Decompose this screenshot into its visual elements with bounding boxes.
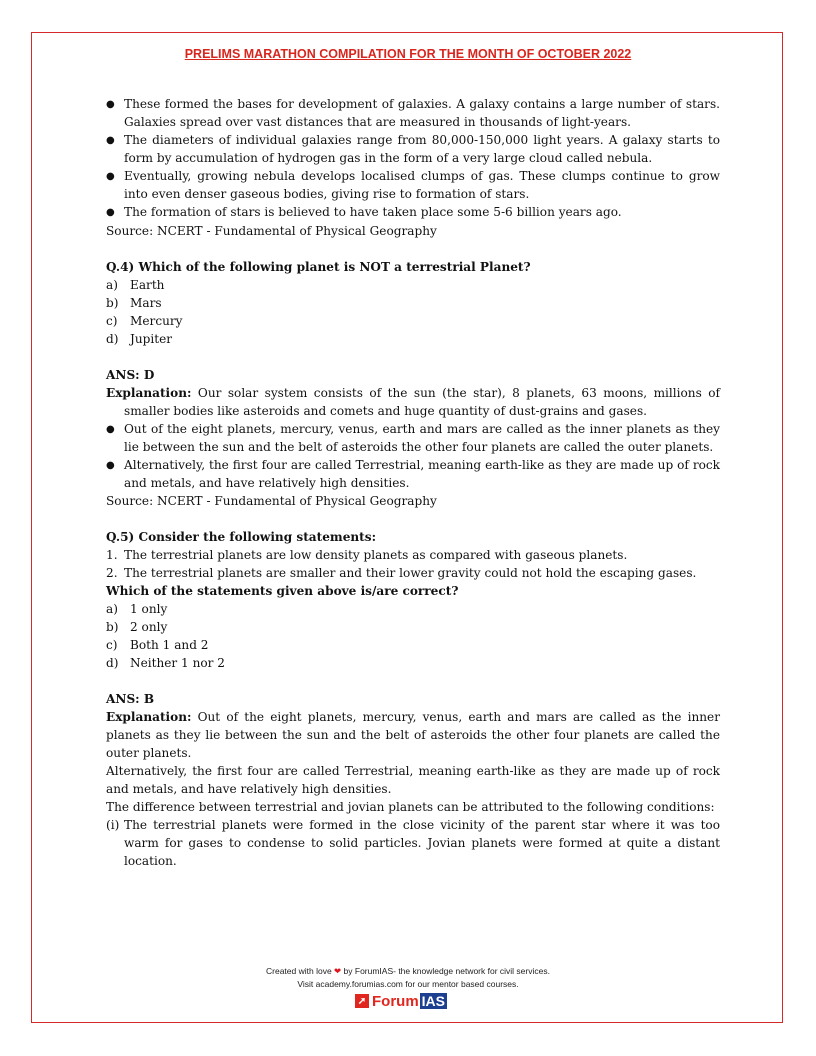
option-d: d) Neither 1 nor 2	[106, 656, 225, 670]
point-i: (i) The terrestrial planets were formed in the close vicinity of the parent star where it was too warm for gases to condense to solid particles. Jovian planets were formed at quite a distant location.	[106, 818, 720, 868]
intro-bullets	[106, 95, 720, 222]
bullet-icon: ●	[106, 207, 115, 218]
option-c: c) Mercury	[106, 314, 183, 328]
option-c: c) Both 1 and 2	[106, 638, 209, 652]
question-5: Q.5) Consider the following statements:	[106, 530, 377, 544]
bullet-item: ● Alternatively, the first four are called Terrestrial, meaning earth-like as they are made up of rock and metals, and have relatively high densities.	[106, 458, 720, 490]
bullet-item: ● Out of the eight planets, mercury, venus, earth and mars are called as the inner planets as they lie between the sun and the belt of asteroids the other four planets are called the outer planets.	[106, 422, 720, 454]
paragraph: Alternatively, the first four are called Terrestrial, meaning earth-like as they are made up of rock and metals, and have relatively high densities.	[106, 764, 720, 796]
bullet-icon: ●	[106, 99, 115, 110]
page-footer	[0, 965, 816, 991]
question-4: Q.4) Which of the following planet is NOT a terrestrial Planet?	[106, 260, 531, 274]
explanation-5: Explanation: Out of the eight planets, mercury, venus, earth and mars are called as the inner planets as they lie between the sun and the belt of asteroids the other four planets are called the outer planets.	[106, 710, 720, 760]
answer-4: ANS: D	[106, 368, 155, 382]
source-line: Source: NCERT - Fundamental of Physical Geography	[106, 224, 437, 238]
bullet-item: ● The diameters of individual galaxies range from 80,000-150,000 light years. A galaxy starts to form by accumulation of hydrogen gas in the form of a very large cloud called nebula.	[106, 133, 720, 165]
arrow-icon: ➚	[355, 994, 369, 1008]
explanation-4: Explanation: Our solar system consists of the sun (the star), 8 planets, 63 moons, millions of smaller bodies like asteroids and comets and huge quantity of dust-grains and gases.	[106, 386, 720, 418]
bullet-icon: ●	[106, 135, 115, 146]
statement-1: 1. The terrestrial planets are low density planets as compared with gaseous planets.	[106, 548, 628, 562]
question-prompt: Which of the statements given above is/are correct?	[106, 584, 459, 598]
source-line: Source: NCERT - Fundamental of Physical Geography	[106, 494, 437, 508]
option-b: b) Mars	[106, 296, 162, 310]
heart-icon: ❤	[334, 966, 342, 976]
document-body	[106, 95, 720, 870]
statement-2: 2. The terrestrial planets are smaller and their lower gravity could not hold the escaping gases.	[106, 566, 697, 580]
option-a: a) 1 only	[106, 602, 168, 616]
footer-line-2: Visit academy.forumias.com for our mentor based courses.	[297, 979, 519, 989]
option-d: d) Jupiter	[106, 332, 173, 346]
bullet-item: ● These formed the bases for development of galaxies. A galaxy contains a large number of stars. Galaxies spread over vast distances that are measured in thousands of light-years.	[106, 97, 720, 129]
bullet-icon: ●	[106, 171, 115, 182]
answer-5: ANS: B	[106, 692, 155, 706]
footer-line-1: Created with love ❤ by ForumIAS- the knowledge network for civil services.	[266, 966, 550, 976]
forumias-logo: ➚ Forum IAS	[355, 992, 447, 1010]
bullet-item: ● The formation of stars is believed to have taken place some 5-6 billion years ago.	[106, 203, 720, 222]
bullet-icon: ●	[106, 460, 115, 471]
option-b: b) 2 only	[106, 620, 168, 634]
paragraph: The difference between terrestrial and jovian planets can be attributed to the following conditions:	[106, 800, 715, 814]
bullet-item: ● Eventually, growing nebula develops localised clumps of gas. These clumps continue to grow into even denser gaseous bodies, giving rise to formation of stars.	[106, 169, 720, 201]
bullet-icon: ●	[106, 424, 115, 435]
page-header: PRELIMS MARATHON COMPILATION FOR THE MONTH OF OCTOBER 2022	[184, 47, 632, 61]
option-a: a) Earth	[106, 278, 165, 292]
